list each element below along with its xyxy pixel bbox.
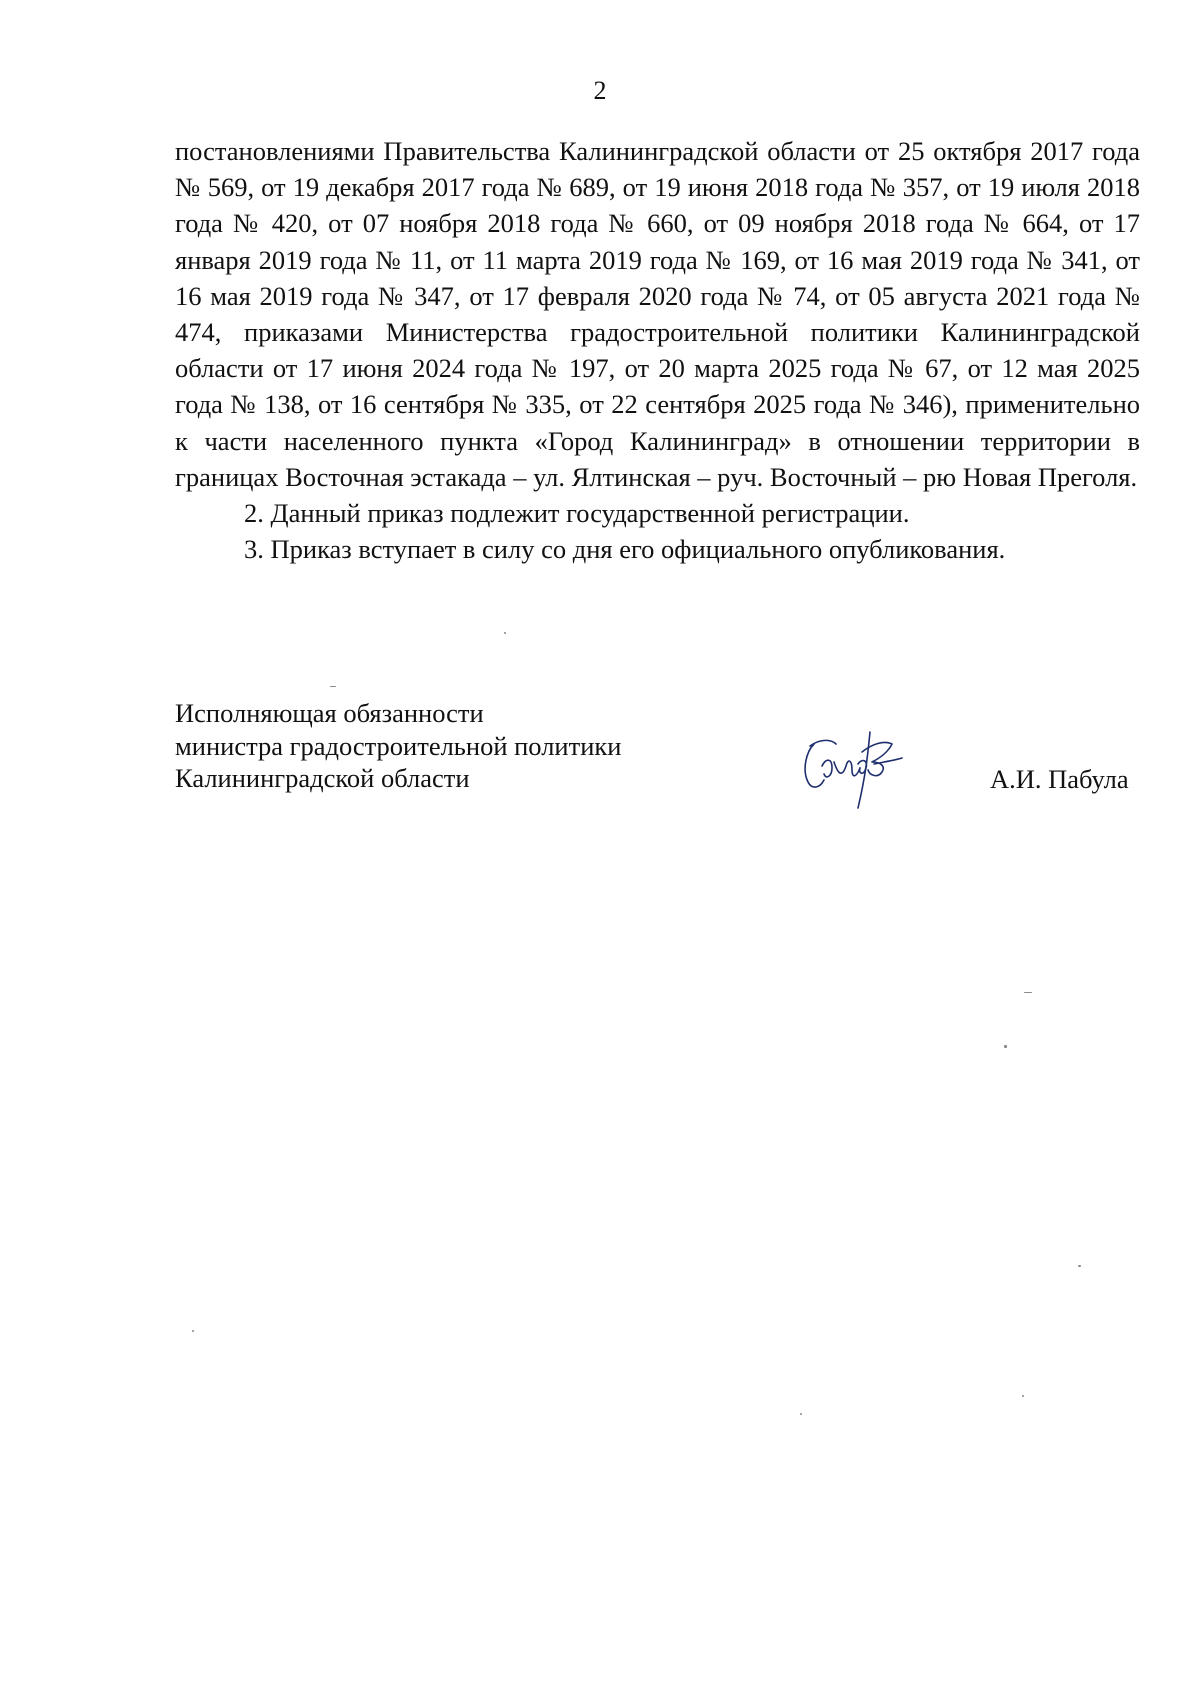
scan-speck [1022, 1395, 1024, 1397]
page-number: 2 [593, 76, 607, 105]
main-paragraph: постановлениями Правительства Калининградской области от 25 октября 2017 года № 569, от 19 декабря 2017 года № 689, от 19 июня 2018 года № 357, от 19 июля 2018 года № 420, от 07 ноября 2018 года № 660, от 09 ноября 2018 года № 664, от 17 января 2019 года № 11, от 11 марта 2019 года № 169, от 16 мая 2019 года № 341, от 16 мая 2019 года № 347, от 17 февраля 2020 года № 74, от 05 августа 2021 года № 474, приказами Министерства градостроительной политики Калининградской области от 17 июня 2024 года № 197, от 20 марта 2025 года № 67, от 12 мая 2025 года № 138, от 16 сентября № 335, от 22 сентября 2025 года № 346), применительно к части населенного пункта «Город Калининград» в отношении территории в границах Восточная эстакада – ул. Ялтинская – руч. Восточный – рю Новая Преголя. [175, 136, 1140, 492]
signatory-name: А.И. Пабула [990, 764, 1129, 794]
scan-speck [1024, 992, 1032, 993]
document-body [175, 133, 1140, 567]
clause-2: 2. Данный приказ подлежит государственной регистрации. [244, 498, 910, 529]
scan-speck [330, 686, 336, 687]
position-line-3: Калининградской области [175, 763, 470, 793]
scan-speck [1078, 1265, 1081, 1267]
handwritten-signature [796, 722, 906, 814]
scan-speck [800, 1413, 802, 1415]
clause-3: 3. Приказ вступает в силу со дня его официального опубликования. [244, 534, 1006, 565]
position-line-2: министра градостроительной политики [175, 730, 622, 761]
signatory-position [175, 697, 621, 795]
position-line-1: Исполняющая обязанности [175, 698, 484, 728]
scan-speck [504, 632, 506, 634]
scan-speck [1004, 1045, 1007, 1048]
scan-speck [192, 1330, 194, 1332]
